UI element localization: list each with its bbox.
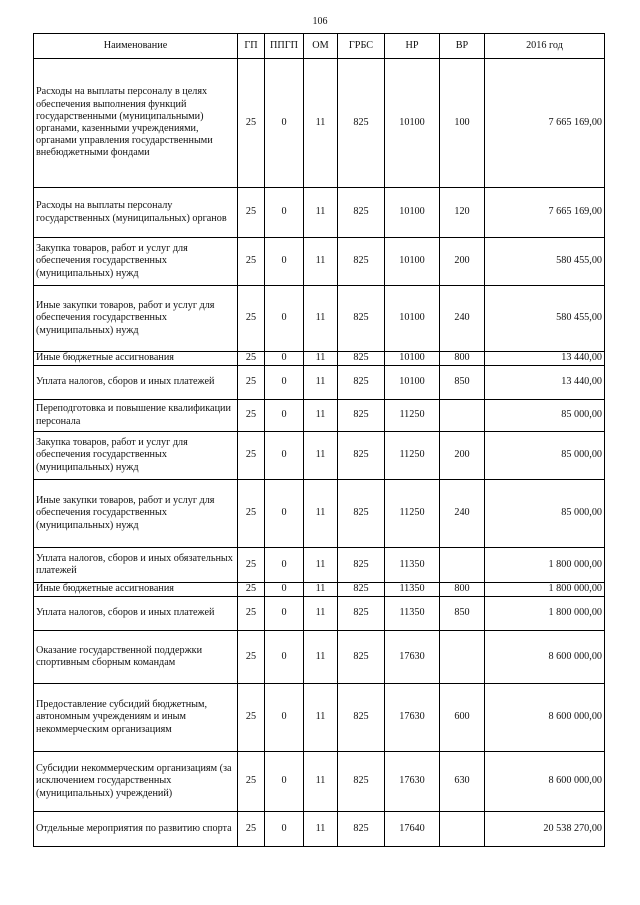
row-grbs: 825 [338, 684, 385, 752]
row-name: Иные закупки товаров, работ и услуг для обеспечения государственных (муниципальных) нужд [34, 480, 238, 548]
row-name: Уплата налогов, сборов и иных обязательных платежей [34, 548, 238, 583]
row-nr: 10100 [385, 366, 440, 400]
table-row [34, 188, 605, 238]
row-amount: 7 665 169,00 [485, 59, 605, 188]
row-vr: 850 [440, 366, 485, 400]
table-row [34, 583, 605, 597]
row-ppgp: 0 [265, 286, 304, 352]
row-vr: 800 [440, 583, 485, 597]
page-number: 106 [312, 16, 328, 27]
row-amount: 8 600 000,00 [485, 631, 605, 684]
row-ppgp: 0 [265, 238, 304, 286]
row-amount: 85 000,00 [485, 480, 605, 548]
row-nr: 17630 [385, 631, 440, 684]
row-gp: 25 [238, 583, 265, 597]
row-ppgp: 0 [265, 684, 304, 752]
row-grbs: 825 [338, 480, 385, 548]
row-om: 11 [304, 812, 338, 847]
row-om: 11 [304, 238, 338, 286]
row-amount: 85 000,00 [485, 400, 605, 432]
row-amount: 580 455,00 [485, 238, 605, 286]
row-gp: 25 [238, 752, 265, 812]
row-nr: 10100 [385, 286, 440, 352]
row-amount: 1 800 000,00 [485, 597, 605, 631]
row-nr: 11250 [385, 400, 440, 432]
row-ppgp: 0 [265, 631, 304, 684]
row-grbs: 825 [338, 188, 385, 238]
header-nr: НР [385, 34, 440, 59]
row-gp: 25 [238, 597, 265, 631]
row-nr: 10100 [385, 188, 440, 238]
row-name: Расходы на выплаты персоналу в целях обеспечения выполнения функций государственными (муниципальными) органами, казенными учреждениями, органами управления государственными внебюджетными фондами [34, 59, 238, 188]
row-ppgp: 0 [265, 812, 304, 847]
row-name: Уплата налогов, сборов и иных платежей [34, 597, 238, 631]
row-om: 11 [304, 631, 338, 684]
row-vr: 120 [440, 188, 485, 238]
row-amount: 8 600 000,00 [485, 684, 605, 752]
row-om: 11 [304, 684, 338, 752]
row-ppgp: 0 [265, 400, 304, 432]
row-nr: 11350 [385, 548, 440, 583]
row-grbs: 825 [338, 548, 385, 583]
header-name: Наименование [34, 34, 238, 59]
table-row [34, 548, 605, 583]
row-vr [440, 812, 485, 847]
row-ppgp: 0 [265, 548, 304, 583]
row-name: Закупка товаров, работ и услуг для обеспечения государственных (муниципальных) нужд [34, 432, 238, 480]
row-gp: 25 [238, 286, 265, 352]
row-vr [440, 631, 485, 684]
row-amount: 8 600 000,00 [485, 752, 605, 812]
row-grbs: 825 [338, 432, 385, 480]
row-grbs: 825 [338, 812, 385, 847]
row-gp: 25 [238, 548, 265, 583]
row-name: Оказание государственной поддержки спортивным сборным командам [34, 631, 238, 684]
row-om: 11 [304, 400, 338, 432]
table-row [34, 366, 605, 400]
row-gp: 25 [238, 188, 265, 238]
row-nr: 10100 [385, 238, 440, 286]
table-row [34, 597, 605, 631]
row-nr: 17630 [385, 684, 440, 752]
row-ppgp: 0 [265, 583, 304, 597]
header-grbs: ГРБС [338, 34, 385, 59]
row-gp: 25 [238, 684, 265, 752]
row-grbs: 825 [338, 286, 385, 352]
row-grbs: 825 [338, 238, 385, 286]
row-grbs: 825 [338, 597, 385, 631]
row-amount: 13 440,00 [485, 352, 605, 366]
row-grbs: 825 [338, 752, 385, 812]
row-name: Закупка товаров, работ и услуг для обеспечения государственных (муниципальных) нужд [34, 238, 238, 286]
row-nr: 11350 [385, 583, 440, 597]
row-ppgp: 0 [265, 59, 304, 188]
row-ppgp: 0 [265, 432, 304, 480]
table-row [34, 812, 605, 847]
row-nr: 11350 [385, 597, 440, 631]
table-row [34, 432, 605, 480]
row-om: 11 [304, 752, 338, 812]
row-om: 11 [304, 548, 338, 583]
row-grbs: 825 [338, 583, 385, 597]
row-ppgp: 0 [265, 480, 304, 548]
table-row [34, 684, 605, 752]
row-om: 11 [304, 366, 338, 400]
row-gp: 25 [238, 400, 265, 432]
row-name: Переподготовка и повышение квалификации персонала [34, 400, 238, 432]
row-om: 11 [304, 480, 338, 548]
row-ppgp: 0 [265, 352, 304, 366]
row-ppgp: 0 [265, 188, 304, 238]
row-gp: 25 [238, 432, 265, 480]
row-name: Отдельные мероприятия по развитию спорта [34, 812, 238, 847]
row-nr: 17630 [385, 752, 440, 812]
table-row [34, 59, 605, 188]
row-grbs: 825 [338, 400, 385, 432]
row-gp: 25 [238, 812, 265, 847]
row-amount: 20 538 270,00 [485, 812, 605, 847]
row-grbs: 825 [338, 352, 385, 366]
row-vr: 200 [440, 238, 485, 286]
row-om: 11 [304, 583, 338, 597]
header-amount: 2016 год [485, 34, 605, 59]
row-vr [440, 400, 485, 432]
table-row [34, 352, 605, 366]
row-nr: 10100 [385, 352, 440, 366]
row-name: Предоставление субсидий бюджетным, автономным учреждениям и иным некоммерческим организациям [34, 684, 238, 752]
row-gp: 25 [238, 631, 265, 684]
row-om: 11 [304, 597, 338, 631]
table-row [34, 480, 605, 548]
row-name: Уплата налогов, сборов и иных платежей [34, 366, 238, 400]
row-grbs: 825 [338, 631, 385, 684]
row-amount: 13 440,00 [485, 366, 605, 400]
row-om: 11 [304, 286, 338, 352]
row-om: 11 [304, 188, 338, 238]
row-amount: 580 455,00 [485, 286, 605, 352]
header-ppgp: ППГП [265, 34, 304, 59]
row-vr: 240 [440, 480, 485, 548]
table-row [34, 238, 605, 286]
header-om: ОМ [304, 34, 338, 59]
row-nr: 11250 [385, 480, 440, 548]
row-vr: 200 [440, 432, 485, 480]
row-vr: 600 [440, 684, 485, 752]
row-name: Иные закупки товаров, работ и услуг для обеспечения государственных (муниципальных) нужд [34, 286, 238, 352]
row-amount: 85 000,00 [485, 432, 605, 480]
row-name: Субсидии некоммерческим организациям (за исключением государственных (муниципальных) учреждений) [34, 752, 238, 812]
row-om: 11 [304, 432, 338, 480]
row-name: Иные бюджетные ассигнования [34, 352, 238, 366]
row-amount: 7 665 169,00 [485, 188, 605, 238]
row-ppgp: 0 [265, 366, 304, 400]
row-nr: 11250 [385, 432, 440, 480]
row-vr: 630 [440, 752, 485, 812]
row-gp: 25 [238, 238, 265, 286]
row-vr [440, 548, 485, 583]
row-nr: 10100 [385, 59, 440, 188]
row-gp: 25 [238, 366, 265, 400]
row-amount: 1 800 000,00 [485, 548, 605, 583]
table-row [34, 631, 605, 684]
header-vr: ВР [440, 34, 485, 59]
row-name: Расходы на выплаты персоналу государственных (муниципальных) органов [34, 188, 238, 238]
table-row [34, 752, 605, 812]
row-ppgp: 0 [265, 752, 304, 812]
row-grbs: 825 [338, 59, 385, 188]
row-om: 11 [304, 59, 338, 188]
row-name: Иные бюджетные ассигнования [34, 583, 238, 597]
table-row [34, 400, 605, 432]
table-body [34, 59, 605, 847]
row-ppgp: 0 [265, 597, 304, 631]
table-row [34, 286, 605, 352]
row-grbs: 825 [338, 366, 385, 400]
row-vr: 850 [440, 597, 485, 631]
row-amount: 1 800 000,00 [485, 583, 605, 597]
row-gp: 25 [238, 480, 265, 548]
row-gp: 25 [238, 59, 265, 188]
budget-table [33, 33, 605, 847]
header-gp: ГП [238, 34, 265, 59]
row-vr: 100 [440, 59, 485, 188]
row-gp: 25 [238, 352, 265, 366]
table-header-row [34, 34, 605, 59]
row-om: 11 [304, 352, 338, 366]
row-vr: 800 [440, 352, 485, 366]
row-nr: 17640 [385, 812, 440, 847]
row-vr: 240 [440, 286, 485, 352]
